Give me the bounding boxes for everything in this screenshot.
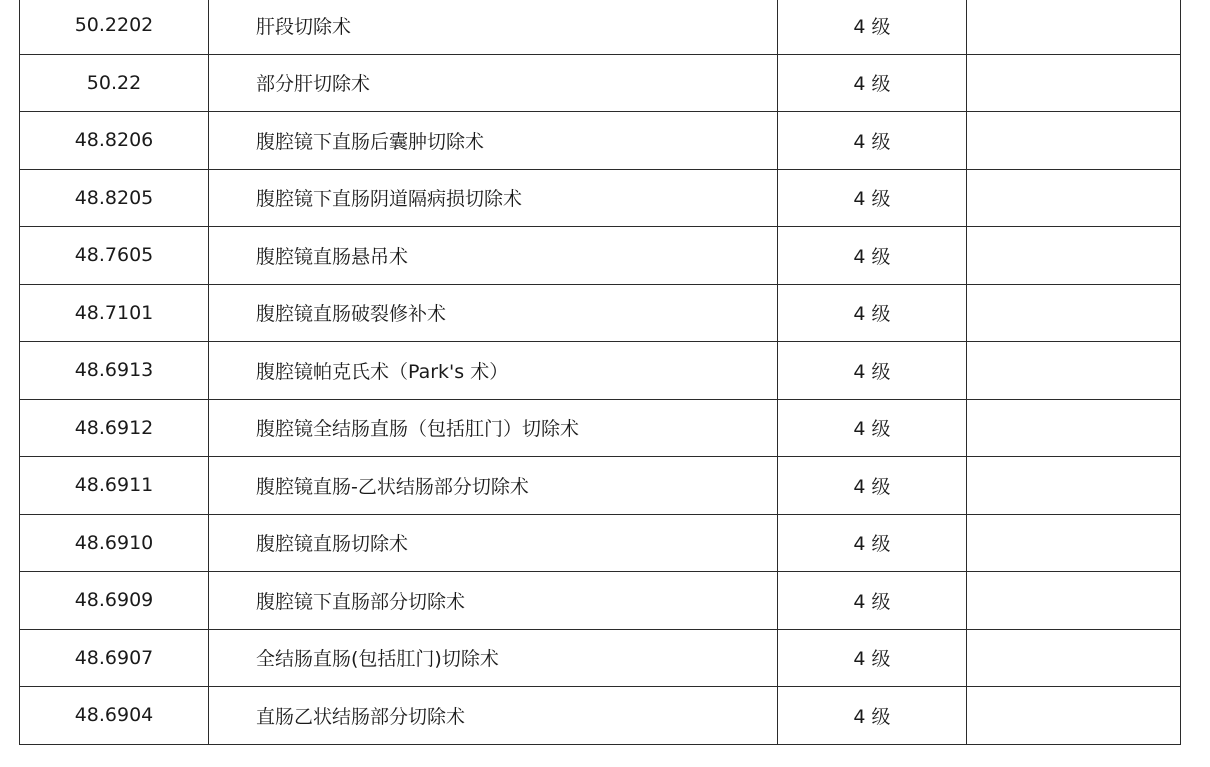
table-row [20,514,1181,572]
procedure-code-cell: 48.6907 [20,629,209,687]
procedure-grade-cell: 4 级 [778,342,967,400]
procedure-code-cell: 48.7101 [20,284,209,342]
table-row [20,342,1181,400]
procedure-name-cell: 腹腔镜直肠悬吊术 [209,227,778,285]
procedure-code-cell: 48.6912 [20,399,209,457]
procedure-name-cell: 腹腔镜直肠切除术 [209,514,778,572]
procedure-code-cell: 48.6904 [20,687,209,745]
procedure-grade-cell: 4 级 [778,399,967,457]
table-row [20,169,1181,227]
procedure-name-cell: 腹腔镜全结肠直肠（包括肛门）切除术 [209,399,778,457]
procedure-name-cell: 腹腔镜直肠破裂修补术 [209,284,778,342]
procedure-code-cell: 48.6910 [20,514,209,572]
procedure-code-cell: 48.7605 [20,227,209,285]
procedure-grade-cell: 4 级 [778,169,967,227]
procedure-code-cell: 48.8206 [20,112,209,170]
procedure-note-cell [967,0,1181,54]
procedure-grade-cell: 4 级 [778,572,967,630]
procedure-code-cell: 48.6909 [20,572,209,630]
procedure-note-cell [967,629,1181,687]
procedure-note-cell [967,284,1181,342]
procedure-code-cell: 50.22 [20,54,209,112]
procedure-note-cell [967,342,1181,400]
procedure-name-cell: 部分肝切除术 [209,54,778,112]
table-row [20,112,1181,170]
procedure-note-cell [967,572,1181,630]
procedure-name-cell: 腹腔镜下直肠阴道隔病损切除术 [209,169,778,227]
procedure-note-cell [967,457,1181,515]
procedure-code-cell: 48.8205 [20,169,209,227]
procedure-name-cell: 腹腔镜直肠-乙状结肠部分切除术 [209,457,778,515]
procedure-name-cell: 直肠乙状结肠部分切除术 [209,687,778,745]
procedure-table [19,0,1181,745]
procedure-note-cell [967,227,1181,285]
table-row [20,457,1181,515]
procedure-code-cell: 48.6913 [20,342,209,400]
procedure-name-cell: 全结肠直肠(包括肛门)切除术 [209,629,778,687]
procedure-code-cell: 48.6911 [20,457,209,515]
procedure-table-body [20,0,1181,744]
procedure-grade-cell: 4 级 [778,629,967,687]
table-row [20,399,1181,457]
procedure-note-cell [967,399,1181,457]
procedure-note-cell [967,514,1181,572]
procedure-note-cell [967,54,1181,112]
procedure-note-cell [967,112,1181,170]
procedure-grade-cell: 4 级 [778,457,967,515]
table-row [20,227,1181,285]
table-row [20,284,1181,342]
table-row [20,0,1181,54]
procedure-grade-cell: 4 级 [778,514,967,572]
procedure-name-cell: 腹腔镜下直肠后囊肿切除术 [209,112,778,170]
table-row [20,54,1181,112]
procedure-grade-cell: 4 级 [778,54,967,112]
procedure-grade-cell: 4 级 [778,0,967,54]
procedure-name-cell: 腹腔镜下直肠部分切除术 [209,572,778,630]
procedure-note-cell [967,169,1181,227]
procedure-note-cell [967,687,1181,745]
table-row [20,687,1181,745]
procedure-name-cell: 腹腔镜帕克氏术（Park's 术） [209,342,778,400]
procedure-grade-cell: 4 级 [778,227,967,285]
table-row [20,629,1181,687]
procedure-code-cell: 50.2202 [20,0,209,54]
table-row [20,572,1181,630]
procedure-grade-cell: 4 级 [778,112,967,170]
procedure-name-cell: 肝段切除术 [209,0,778,54]
procedure-grade-cell: 4 级 [778,284,967,342]
procedure-grade-cell: 4 级 [778,687,967,745]
